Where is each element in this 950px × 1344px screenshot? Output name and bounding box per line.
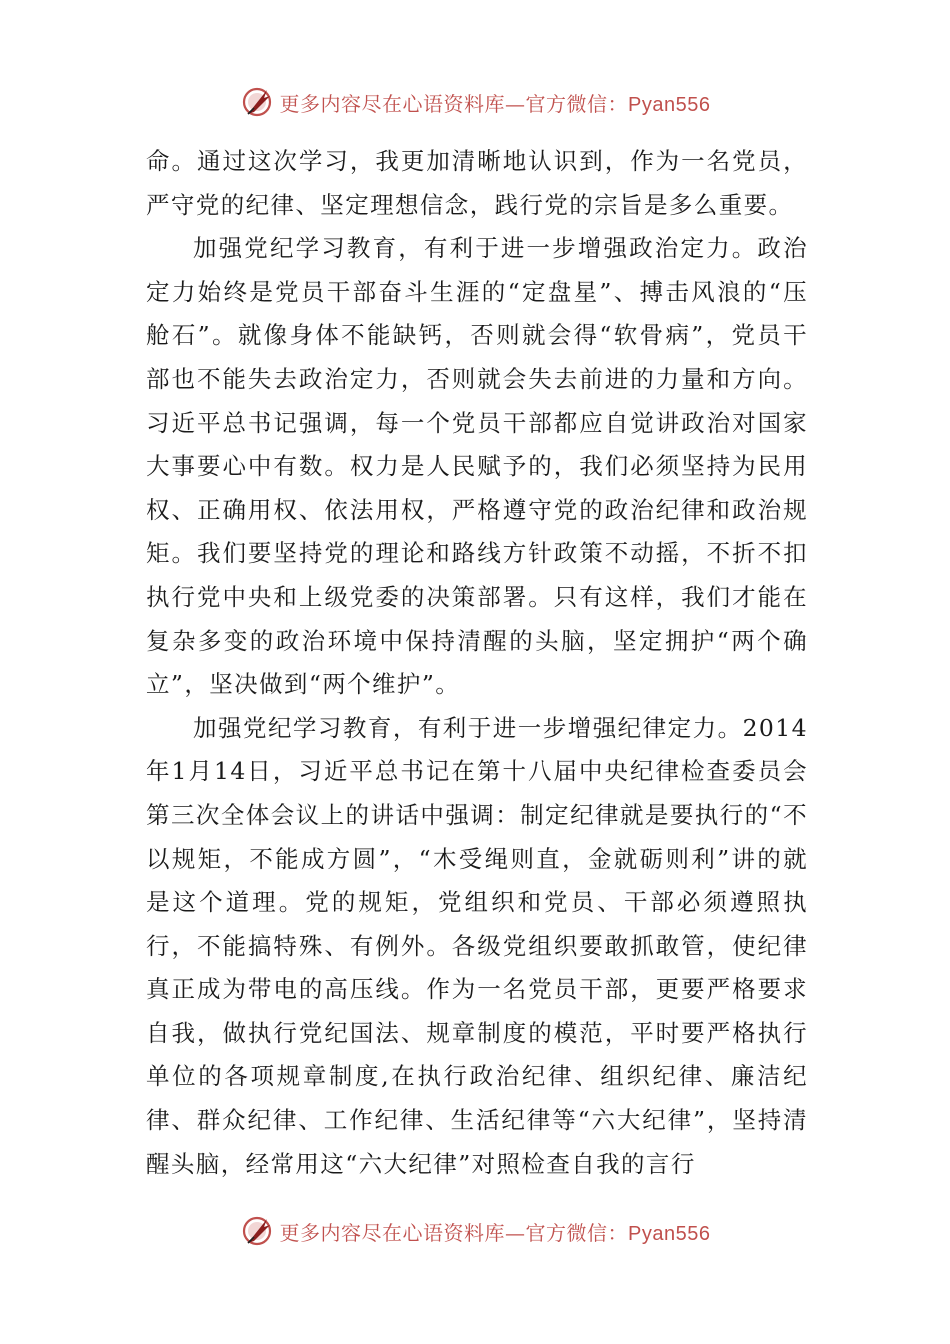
quill-logo-icon <box>240 85 274 119</box>
footer-banner-text <box>280 1217 711 1246</box>
footer-wechat-id: Pyan556 <box>628 1222 711 1245</box>
paragraph-3: 加强党纪学习教育，有利于进一步增强纪律定力。2014年1月14日，习近平总书记在第十八届中央纪律检查委员会第三次全体会议上的讲话中强调：制定纪律就是要执行的“不以规矩，不能成方圆”，“木受绳则直，金就砺则利”讲的就是这个道理。党的规矩，党组织和党员、干部必须遵照执行，不能搞特殊、有例外。各级党组织要敢抓敢管，使纪律真正成为带电的高压线。作为一名党员干部，更要严格要求自我，做执行党纪国法、规章制度的模范，平时要严格执行单位的各项规章制度,在执行政治纪律、组织纪律、廉洁纪律、群众纪律、工作纪律、生活纪律等“六大纪律”，坚持清醒头脑，经常用这“六大纪律”对照检查自我的言行 <box>146 713 808 1178</box>
footer-banner <box>0 1211 950 1251</box>
footer-banner-label: 更多内容尽在心语资料库—官方微信： <box>279 1220 629 1245</box>
header-wechat-id: Pyan556 <box>628 93 711 116</box>
quill-logo-icon <box>240 1214 274 1248</box>
header-banner <box>0 82 950 122</box>
document-body <box>146 140 808 1186</box>
header-banner-text <box>280 88 711 117</box>
header-banner-label: 更多内容尽在心语资料库—官方微信： <box>279 91 629 116</box>
paragraph-2: 加强党纪学习教育，有利于进一步增强政治定力。政治定力始终是党员干部奋斗生涯的“定盘星”、搏击风浪的“压舱石”。就像身体不能缺钙，否则就会得“软骨病”，党员干部也不能失去政治定力，否则就会失去前进的力量和方向。习近平总书记强调，每一个党员干部都应自觉讲政治对国家大事要心中有数。权力是人民赋予的，我们必须坚持为民用权、正确用权、依法用权，严格遵守党的政治纪律和政治规矩。我们要坚持党的理论和路线方针政策不动摇，不折不扣执行党中央和上级党委的决策部署。只有这样，我们才能在复杂多变的政治环境中保持清醒的头脑，坚定拥护“两个确立”，坚决做到“两个维护”。 <box>146 234 808 699</box>
paragraph-1: 命。通过这次学习，我更加清晰地认识到，作为一名党员，严守党的纪律、坚定理想信念，践行党的宗旨是多么重要。 <box>146 147 808 219</box>
